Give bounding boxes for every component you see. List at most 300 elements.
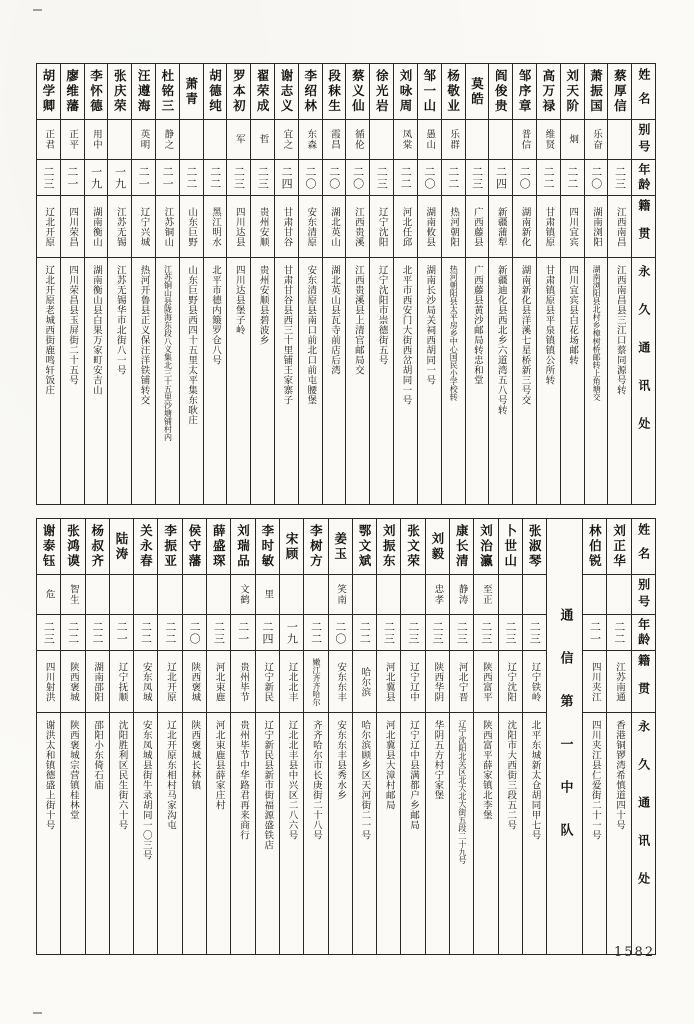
entry-name-cell: 刘咏周 — [394, 64, 417, 120]
entry-name-cell: 邹一山 — [418, 64, 441, 120]
entry-name-cell: 蔡义仙 — [346, 64, 369, 120]
entry-age-cell: 二〇 — [299, 160, 322, 196]
entry-native-cell: 陕西褒城 — [183, 651, 206, 713]
entry-age-cell: 二三 — [450, 615, 473, 651]
header-column — [631, 519, 655, 954]
entry-alias-cell — [607, 575, 630, 615]
entry-name-cell: 刘天阶 — [561, 64, 584, 120]
entry-column — [607, 64, 631, 504]
entry-alias-cell — [134, 575, 157, 615]
entry-column — [584, 64, 608, 504]
entry-alias-cell: 危 — [37, 575, 60, 615]
entry-native-cell: 四川达县 — [227, 196, 250, 258]
entry-alias-cell — [523, 575, 546, 615]
entry-alias-cell: 军 — [227, 120, 250, 160]
entry-native-cell: 四川射洪 — [37, 651, 60, 713]
entry-alias-cell — [370, 120, 393, 160]
header-permanent-address: 永久通讯处 — [636, 265, 651, 455]
entry-name-cell: 翟荣成 — [251, 64, 274, 120]
entry-column — [449, 519, 473, 954]
entry-age-cell: 二三 — [377, 615, 400, 651]
entry-name-cell: 高万禄 — [537, 64, 560, 120]
entry-column — [182, 519, 206, 954]
entry-column — [250, 64, 274, 504]
entry-name-cell: 萧振国 — [585, 64, 608, 120]
entry-column — [473, 519, 497, 954]
entry-alias-cell: 哲 — [251, 120, 274, 160]
entry-alias-cell: 正平 — [61, 120, 84, 160]
entry-name-cell: 刘治瀛 — [474, 519, 497, 575]
entry-native-cell: 辽宁铁岭 — [523, 651, 546, 713]
entry-alias-cell: 东森 — [299, 120, 322, 160]
entry-address-cell: 北平市西安门大街西岔胡同一号 — [400, 265, 412, 405]
entry-name-cell: 胡学卿 — [37, 64, 60, 120]
header-age: 年龄 — [632, 615, 655, 651]
entry-native-cell: 哈尔滨 — [353, 651, 376, 713]
entry-name-cell: 李时敏 — [256, 519, 279, 575]
header-native-place: 籍贯 — [632, 196, 655, 258]
header-alias: 别号 — [632, 120, 655, 160]
entry-address-cell: 安东清原县南口前北口前屯腰堡 — [305, 265, 317, 405]
entry-address-cell: 辽北开原老城西街鹿鸣轩饭庄 — [43, 265, 55, 395]
entry-name-cell: 关永春 — [134, 519, 157, 575]
entry-native-cell: 江苏无锡 — [108, 196, 131, 258]
page-number: 1582 — [614, 945, 656, 960]
entry-age-cell: 二二 — [158, 615, 181, 651]
entry-age-cell: 二〇 — [183, 615, 206, 651]
entry-address-cell: 辽宁沈阳北关区北大北大街五段二十九号 — [457, 720, 467, 864]
entry-address-cell: 江西南昌县三江口蔡同源号转 — [614, 265, 626, 395]
entry-native-cell: 河北冀县 — [377, 651, 400, 713]
entry-name-cell: 杨敬业 — [442, 64, 465, 120]
entry-age-cell: 一九 — [85, 160, 108, 196]
entry-age-cell: 二二 — [304, 615, 327, 651]
entry-column — [393, 64, 417, 504]
entry-alias-cell — [108, 120, 131, 160]
entry-age-cell: 二一 — [231, 615, 254, 651]
entry-address-cell: 陕西褒城长林镇 — [189, 720, 201, 790]
entry-alias-cell — [489, 120, 512, 160]
entry-name-cell: 林伯锐 — [583, 519, 606, 575]
entry-name-cell: 李树方 — [304, 519, 327, 575]
entry-age-cell: 二二 — [134, 615, 157, 651]
entry-name-cell: 薛盛琛 — [207, 519, 230, 575]
entry-native-cell: 甘肃镇原 — [537, 196, 560, 258]
entry-address-cell: 贵州安顺县碧波乡 — [257, 265, 269, 345]
entry-age-cell: 一九 — [108, 160, 131, 196]
entry-age-cell: 二二 — [561, 160, 584, 196]
entry-age-cell: 二三 — [499, 615, 522, 651]
entry-alias-cell: 愚山 — [418, 120, 441, 160]
entry-alias-cell — [499, 575, 522, 615]
entry-age-cell: 一九 — [280, 615, 303, 651]
entry-name-cell: 李振亚 — [158, 519, 181, 575]
entry-age-cell: 二三 — [37, 160, 60, 196]
entry-address-cell: 江苏铜山县陇海东段八义集北三十五里沙塘铺村内 — [163, 265, 173, 441]
entry-age-cell: 二一 — [110, 615, 133, 651]
entry-age-cell: 二一 — [61, 160, 84, 196]
entry-column — [203, 64, 227, 504]
entry-age-cell: 二〇 — [329, 615, 352, 651]
entry-column — [37, 64, 60, 504]
entry-alias-cell: 维贤 — [537, 120, 560, 160]
entry-alias-cell: 凤棠 — [394, 120, 417, 160]
entry-address-cell: 安东凤城县街牛录胡同一〇三号 — [140, 720, 152, 860]
entry-address-cell: 谢洪太和镇德盛上街十号 — [43, 720, 55, 830]
entry-address-cell: 四川荣昌县玉屏街二十五号 — [67, 265, 79, 385]
entry-age-cell: 二三 — [207, 615, 230, 651]
entry-alias-cell — [180, 120, 203, 160]
entry-name-cell: 杨叔齐 — [86, 519, 109, 575]
entry-alias-cell: 霞昌 — [323, 120, 346, 160]
entry-column — [157, 519, 181, 954]
entry-native-cell: 嫩江齐齐哈尔 — [304, 651, 327, 713]
entry-alias-cell — [86, 575, 109, 615]
entry-alias-cell: 乐奋 — [585, 120, 608, 160]
entry-alias-cell: 英明 — [132, 120, 155, 160]
entry-address-cell: 甘肃甘谷县西三十里铺王家寨子 — [281, 265, 293, 405]
entry-address-cell: 华阴五方村宁家堡 — [432, 720, 444, 800]
entry-column — [85, 519, 109, 954]
entry-column — [376, 519, 400, 954]
entry-native-cell: 热河朝阳 — [442, 196, 465, 258]
entry-alias-cell: 正君 — [37, 120, 60, 160]
entry-name-cell: 卜世山 — [499, 519, 522, 575]
entry-name-cell: 罗本初 — [227, 64, 250, 120]
entry-alias-cell — [304, 575, 327, 615]
entry-alias-cell: 静涛 — [450, 575, 473, 615]
entry-age-cell: 二〇 — [418, 160, 441, 196]
entry-age-cell: 二一 — [132, 160, 155, 196]
entry-name-cell: 张鸿谟 — [61, 519, 84, 575]
entry-address-cell: 湖北英山县瓦寺前店后湾 — [329, 265, 341, 375]
entry-column — [606, 519, 630, 954]
entry-address-cell: 辽北北丰县中兴区二八六号 — [286, 720, 298, 840]
entry-address-cell: 热河开鲁县正义保汪洋铁铺转交 — [138, 265, 150, 405]
entry-column — [131, 64, 155, 504]
entry-column — [352, 519, 376, 954]
entry-column — [560, 64, 584, 504]
entry-alias-cell — [280, 575, 303, 615]
entry-name-cell: 杜铭三 — [156, 64, 179, 120]
entry-native-cell: 江西贵溪 — [346, 196, 369, 258]
entry-address-cell: 沈阳胜利区民生街六十号 — [116, 720, 128, 830]
entry-native-cell: 陕西褒城 — [61, 651, 84, 713]
entry-alias-cell: 循伦 — [346, 120, 369, 160]
entry-name-cell: 徐光岩 — [370, 64, 393, 120]
entry-address-cell: 广西藤县黄沙邮局转忠和堂 — [471, 265, 483, 385]
entry-age-cell: 二二 — [537, 160, 560, 196]
header-alias: 别号 — [632, 575, 655, 615]
entry-alias-cell — [110, 575, 133, 615]
entry-native-cell: 江苏铜山 — [156, 196, 179, 258]
entry-column — [206, 519, 230, 954]
entry-alias-cell: 文鹤 — [231, 575, 254, 615]
entry-column — [417, 64, 441, 504]
entry-column — [522, 519, 546, 954]
entry-native-cell: 河北束鹿 — [207, 651, 230, 713]
entry-alias-cell — [401, 575, 424, 615]
entry-address-cell: 河北冀县大漳村邮局 — [383, 720, 395, 810]
entry-age-cell: 二二 — [607, 615, 630, 651]
entry-address-cell: 湖南长沙局关祠西胡同一号 — [424, 265, 436, 385]
entry-alias-cell: 炯 — [561, 120, 584, 160]
entry-age-cell: 二二 — [86, 615, 109, 651]
entry-name-cell: 李怀德 — [85, 64, 108, 120]
entry-alias-cell — [207, 575, 230, 615]
entry-name-cell: 李绍林 — [299, 64, 322, 120]
entry-native-cell: 陕西华阴 — [426, 651, 449, 713]
entry-address-cell: 辽北开原东相村马家沟屯 — [165, 720, 177, 830]
entry-native-cell: 贵州毕节 — [231, 651, 254, 713]
entry-column — [328, 519, 352, 954]
entry-column — [536, 64, 560, 504]
entry-name-cell: 侯守藩 — [183, 519, 206, 575]
entry-name-cell: 张庆荣 — [108, 64, 131, 120]
entry-age-cell: 二三 — [401, 615, 424, 651]
header-name: 姓名 — [632, 64, 655, 120]
entry-age-cell: 二三 — [251, 160, 274, 196]
header-age: 年龄 — [632, 160, 655, 196]
entry-native-cell: 湖南新化 — [513, 196, 536, 258]
entry-alias-cell: 至正 — [474, 575, 497, 615]
entry-native-cell: 湖南衡山 — [85, 196, 108, 258]
entry-address-cell: 贵州毕节中华路君再来商行 — [237, 720, 249, 840]
entry-alias-cell: 乐群 — [442, 120, 465, 160]
entry-address-cell: 湖南新化县洋溪七星桥新三号交 — [519, 265, 531, 405]
entry-column — [369, 64, 393, 504]
entry-alias-cell: 忠孝 — [426, 575, 449, 615]
entry-alias-cell — [608, 120, 631, 160]
entry-name-cell: 康长清 — [450, 519, 473, 575]
entry-column — [109, 519, 133, 954]
entry-name-cell: 姜玉 — [329, 519, 352, 575]
roster-table-bottom — [36, 518, 656, 955]
entry-alias-cell — [583, 575, 606, 615]
entry-alias-cell: 静之 — [156, 120, 179, 160]
entry-column — [400, 519, 424, 954]
entry-address-cell: 湖南衡山县白果万家町安吉山 — [90, 265, 102, 395]
entry-column — [60, 64, 84, 504]
entry-address-cell: 四川宜宾县白花场邮转 — [567, 265, 579, 365]
entry-address-cell: 陕西富平薛家镇北李堡 — [480, 720, 492, 820]
entry-address-cell: 湖南浏阳县北村乡樟树桥邮转上角塘交 — [592, 265, 602, 401]
entry-age-cell: 二〇 — [513, 160, 536, 196]
entry-native-cell: 四川夹江 — [583, 651, 606, 713]
entry-address-cell: 江西贵溪县上清官邮局交 — [352, 265, 364, 375]
unit-label-column: 通信第一中队 — [546, 519, 582, 954]
entry-column — [226, 64, 250, 504]
scan-artifact — [33, 9, 42, 11]
entry-address-cell: 北平东城新太仓胡同甲七号 — [529, 720, 541, 840]
roster-table-top — [36, 63, 656, 505]
entry-column — [107, 64, 131, 504]
scan-artifact — [33, 1012, 42, 1014]
entry-native-cell: 山东巨野 — [180, 196, 203, 258]
entry-address-cell: 辽宁新民县新市街福源盛铁店 — [262, 720, 274, 850]
entry-alias-cell — [204, 120, 227, 160]
entry-age-cell: 二〇 — [323, 160, 346, 196]
entry-column — [179, 64, 203, 504]
entry-name-cell: 段秣生 — [323, 64, 346, 120]
entry-name-cell: 邹序章 — [513, 64, 536, 120]
entry-column — [465, 64, 489, 504]
entry-column — [60, 519, 84, 954]
entry-age-cell: 二三 — [466, 160, 489, 196]
entry-column — [133, 519, 157, 954]
entry-alias-cell — [377, 575, 400, 615]
entry-age-cell: 二四 — [275, 160, 298, 196]
entry-native-cell: 江西南昌 — [608, 196, 631, 258]
entry-age-cell: 二四 — [256, 615, 279, 651]
entry-age-cell: 二二 — [442, 160, 465, 196]
entry-age-cell: 二三 — [523, 615, 546, 651]
entry-age-cell: 二三 — [474, 615, 497, 651]
entry-column — [425, 519, 449, 954]
entry-age-cell: 二一 — [156, 160, 179, 196]
entry-address-cell: 江苏无锡华市北街八一号 — [114, 265, 126, 375]
entry-name-cell: 谢泰钰 — [37, 519, 60, 575]
entry-native-cell: 辽宁辽中 — [401, 651, 424, 713]
entry-age-cell: 二四 — [489, 160, 512, 196]
entry-column — [37, 519, 60, 954]
entry-native-cell: 辽宁沈阳 — [370, 196, 393, 258]
entry-name-cell: 胡德纯 — [204, 64, 227, 120]
entry-native-cell: 辽宁沈阳 — [499, 651, 522, 713]
entry-address-cell: 安东东丰县秀水乡 — [335, 720, 347, 800]
entry-alias-cell: 普信 — [513, 120, 536, 160]
entry-address-cell: 陕西褒城宗营镇桂林堂 — [67, 720, 79, 820]
entry-alias-cell — [466, 120, 489, 160]
entry-native-cell: 安东东丰 — [329, 651, 352, 713]
entry-alias-cell: 智生 — [61, 575, 84, 615]
entry-address-cell: 邵阳小东倚石庙 — [92, 720, 104, 790]
entry-native-cell: 陕西富平 — [474, 651, 497, 713]
entry-age-cell: 二三 — [426, 615, 449, 651]
entry-native-cell: 河北宁晋 — [450, 651, 473, 713]
entry-address-cell: 沈阳市大西街三段五二号 — [505, 720, 517, 830]
entry-name-cell: 鄂文斌 — [353, 519, 376, 575]
entry-age-cell: 二〇 — [346, 160, 369, 196]
entry-native-cell: 辽宁新民 — [256, 651, 279, 713]
entry-column — [303, 519, 327, 954]
entry-column — [488, 64, 512, 504]
entry-name-cell: 张淑琴 — [523, 519, 546, 575]
entry-alias-cell — [353, 575, 376, 615]
entry-column — [345, 64, 369, 504]
entry-column — [84, 64, 108, 504]
entry-name-cell: 廖维藩 — [61, 64, 84, 120]
entry-native-cell: 安东清原 — [299, 196, 322, 258]
entry-age-cell: 二〇 — [585, 160, 608, 196]
entry-native-cell: 湖南浏阳 — [585, 196, 608, 258]
entry-alias-cell: 宜之 — [275, 120, 298, 160]
entry-alias-cell: 用中 — [85, 120, 108, 160]
entry-age-cell: 二二 — [353, 615, 376, 651]
entry-column — [582, 519, 606, 954]
entry-column — [155, 64, 179, 504]
entry-age-cell: 二二 — [61, 615, 84, 651]
entry-address-cell: 甘肃镇原县平泉镇镇公所转 — [543, 265, 555, 385]
entry-alias-cell — [183, 575, 206, 615]
entry-native-cell: 湖南邵阳 — [86, 651, 109, 713]
entry-native-cell: 江苏南通 — [607, 651, 630, 713]
entry-native-cell: 广西藤县 — [466, 196, 489, 258]
entry-address-cell: 四川夹江县仁爱街二十一号 — [589, 720, 601, 840]
entry-address-cell: 四川达县堡子岭 — [233, 265, 245, 335]
entry-column — [255, 519, 279, 954]
entry-native-cell: 辽北北丰 — [280, 651, 303, 713]
entry-name-cell: 张文荣 — [401, 519, 424, 575]
entry-name-cell: 刘振东 — [377, 519, 400, 575]
entry-address-cell: 香港铜锣湾希慎道四十号 — [614, 720, 626, 830]
entry-name-cell: 蔡厚信 — [608, 64, 631, 120]
entry-alias-cell: 笑南 — [329, 575, 352, 615]
entry-name-cell: 宋顾 — [280, 519, 303, 575]
entry-age-cell: 二二 — [394, 160, 417, 196]
header-name: 姓名 — [632, 519, 655, 575]
entry-column — [498, 519, 522, 954]
entry-name-cell: 莫皓 — [466, 64, 489, 120]
entry-name-cell: 刘正华 — [607, 519, 630, 575]
entry-age-cell: 二一 — [583, 615, 606, 651]
entry-age-cell: 二三 — [227, 160, 250, 196]
entry-address-cell: 热河朝阳县太平房乡中心国民小学校转 — [449, 265, 459, 401]
entry-native-cell: 河北任邱 — [394, 196, 417, 258]
header-permanent-address: 永久通讯处 — [636, 720, 651, 910]
entry-age-cell: 二三 — [608, 160, 631, 196]
entry-age-cell: 二三 — [37, 615, 60, 651]
entry-address-cell: 哈尔滨顾乡区天河街二一号 — [359, 720, 371, 840]
entry-age-cell: 二三 — [370, 160, 393, 196]
entry-alias-cell — [158, 575, 181, 615]
entry-address-cell: 齐齐哈尔市长庚街二十八号 — [310, 720, 322, 840]
entry-age-cell: 二二 — [204, 160, 227, 196]
header-column — [631, 64, 655, 504]
entry-name-cell: 萧青 — [180, 64, 203, 120]
entry-address-cell: 河北束鹿县薛家庄村 — [213, 720, 225, 810]
entry-address-cell: 北平市德内簸罗仓八号 — [209, 265, 221, 365]
header-native-place: 籍贯 — [632, 651, 655, 713]
entry-native-cell: 四川荣昌 — [61, 196, 84, 258]
entry-name-cell: 刘瑞品 — [231, 519, 254, 575]
entry-name-cell: 谢志义 — [275, 64, 298, 120]
entry-name-cell: 陆涛 — [110, 519, 133, 575]
entry-native-cell: 黑江明水 — [204, 196, 227, 258]
entry-native-cell: 辽北开原 — [158, 651, 181, 713]
entry-address-cell: 辽宁辽中县满都户乡邮局 — [408, 720, 420, 830]
entry-address-cell: 辽宁沈阳市崇德街五号 — [376, 265, 388, 365]
entry-native-cell: 甘肃甘谷 — [275, 196, 298, 258]
entry-address-cell: 山东巨野县西四十五里太平集东耿庄 — [186, 265, 198, 425]
entry-column — [298, 64, 322, 504]
entry-age-cell: 二二 — [180, 160, 203, 196]
entry-column — [230, 519, 254, 954]
entry-column — [512, 64, 536, 504]
entry-column — [441, 64, 465, 504]
entry-native-cell: 辽北开原 — [37, 196, 60, 258]
entry-native-cell: 贵州安顺 — [251, 196, 274, 258]
entry-alias-cell: 里 — [256, 575, 279, 615]
entry-native-cell: 安东凤城 — [134, 651, 157, 713]
entry-name-cell: 阎俊贵 — [489, 64, 512, 120]
entry-column — [279, 519, 303, 954]
entry-native-cell: 四川宜宾 — [561, 196, 584, 258]
entry-native-cell: 湖北英山 — [323, 196, 346, 258]
entry-column — [322, 64, 346, 504]
entry-column — [274, 64, 298, 504]
entry-name-cell: 汪遵海 — [132, 64, 155, 120]
